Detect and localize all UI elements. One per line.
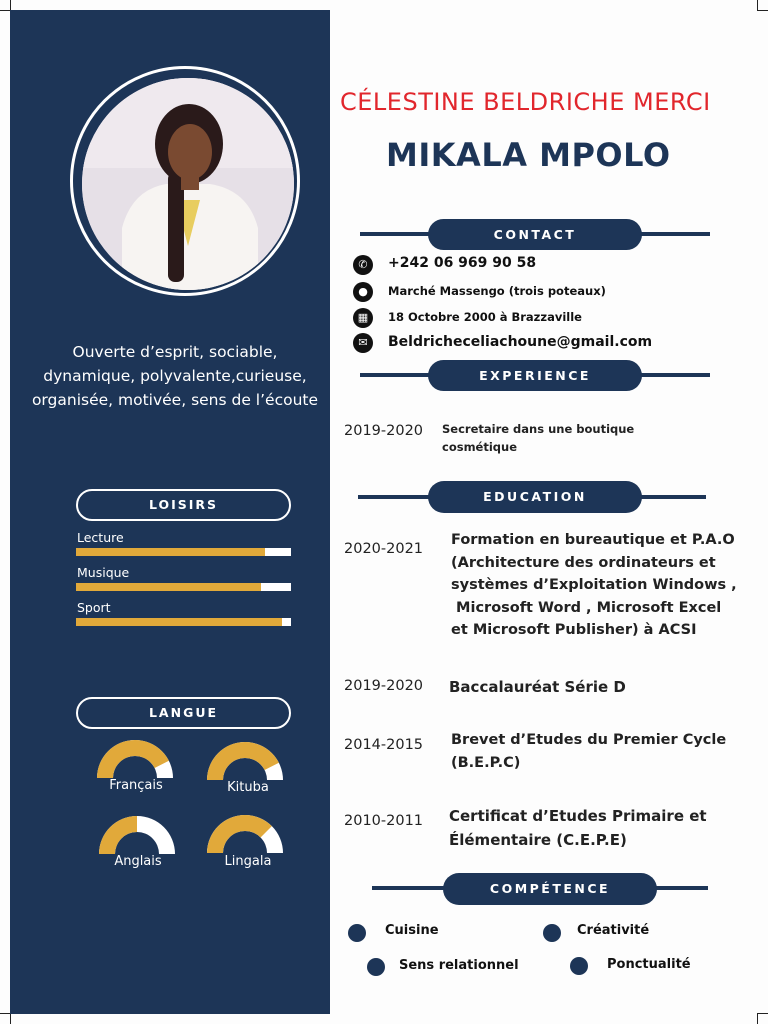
- skill-label: Créativité: [577, 923, 650, 938]
- hobby-label-musique: Musique: [77, 565, 130, 580]
- gauge-svg: [206, 740, 284, 780]
- skill-bullet: [367, 958, 385, 976]
- skill-label: Sens relationnel: [399, 958, 519, 973]
- education-line: (Architecture des ordinateurs et: [451, 554, 716, 571]
- language-gauge-francais: [96, 738, 174, 778]
- gauge-svg: [98, 814, 176, 854]
- language-label-kituba: Kituba: [227, 780, 269, 795]
- contact-address: Marché Massengo (trois poteaux): [388, 284, 606, 298]
- langue-heading: LANGUE: [76, 697, 291, 729]
- language-gauge-anglais: [98, 814, 176, 854]
- experience-heading: EXPERIENCE: [428, 360, 642, 391]
- education-line: Formation en bureautique et P.A.O: [451, 532, 735, 548]
- gauge-svg: [96, 738, 174, 778]
- loisirs-heading: LOISIRS: [76, 489, 291, 521]
- language-gauge-kituba: [206, 740, 284, 780]
- education-line: Brevet d’Etudes du Premier Cycle: [451, 732, 727, 748]
- education-line: systèmes d’Exploitation Windows ,: [451, 577, 737, 593]
- phone-icon: ✆: [353, 255, 373, 275]
- education-line: Baccalauréat Série D: [449, 678, 626, 696]
- experience-entry: Secretaire dans une boutique cosmétique: [442, 422, 635, 454]
- hobby-label-lecture: Lecture: [77, 530, 124, 545]
- education-line: Microsoft Word , Microsoft Excel: [451, 599, 722, 616]
- location-pin-icon: ●: [353, 282, 373, 302]
- hobby-bar-musique: [76, 583, 291, 591]
- education-heading: EDUCATION: [428, 481, 642, 513]
- profile-summary: Ouverte d’esprit, sociable, dynamique, polyvalente,curieuse, organisée, motivée, sens de l’écoute: [31, 343, 319, 409]
- hobby-bar-lecture: [76, 548, 291, 556]
- experience-year: 2019-2020: [344, 423, 424, 439]
- mail-icon: ✉: [353, 333, 373, 353]
- hobby-bar-fill: [76, 583, 261, 591]
- crop-mark: [0, 1013, 11, 1024]
- education-entry: [451, 529, 761, 642]
- language-label-anglais: Anglais: [114, 854, 162, 869]
- contact-heading: CONTACT: [428, 219, 642, 250]
- skill-label: Ponctualité: [607, 957, 691, 972]
- hobby-bar-sport: [76, 618, 291, 626]
- profile-photo: [82, 78, 294, 290]
- education-line: Élémentaire (C.E.P.E): [449, 831, 627, 849]
- contact-email[interactable]: Beldricheceliachoune@gmail.com: [388, 334, 653, 350]
- hobby-label-sport: Sport: [77, 600, 111, 615]
- education-year: 2010-2011: [344, 813, 424, 829]
- competence-heading: COMPÉTENCE: [443, 873, 657, 905]
- education-entry: [449, 804, 759, 852]
- skill-label: Cuisine: [385, 923, 439, 938]
- gauge-svg: [206, 813, 284, 853]
- skill-bullet: [543, 924, 561, 942]
- gauge-fill: [207, 815, 272, 853]
- education-year: 2019-2020: [344, 678, 424, 694]
- first-names: CÉLESTINE BELDRICHE MERCI: [340, 88, 711, 116]
- education-line: et Microsoft Publisher) à ACSI: [451, 622, 697, 638]
- hobby-bar-fill: [76, 618, 282, 626]
- crop-mark: [757, 0, 768, 11]
- skill-bullet: [348, 924, 366, 942]
- education-entry: [449, 678, 759, 696]
- education-year: 2014-2015: [344, 737, 424, 753]
- education-year: 2020-2021: [344, 541, 424, 557]
- education-line: Certificat d’Etudes Primaire et: [449, 807, 707, 825]
- calendar-icon: ▦: [353, 308, 373, 328]
- crop-mark: [757, 1013, 768, 1024]
- contact-birth: 18 Octobre 2000 à Brazzaville: [388, 310, 582, 324]
- skill-bullet: [570, 957, 588, 975]
- education-entry: [451, 729, 761, 774]
- last-name: MIKALA MPOLO: [386, 136, 671, 174]
- contact-phone: +242 06 969 90 58: [388, 255, 537, 271]
- hobby-bar-fill: [76, 548, 265, 556]
- language-label-francais: Français: [109, 778, 163, 793]
- gauge-fill: [99, 816, 137, 854]
- language-gauge-lingala: [206, 813, 284, 853]
- language-label-lingala: Lingala: [224, 854, 272, 869]
- education-line: (B.E.P.C): [451, 754, 521, 771]
